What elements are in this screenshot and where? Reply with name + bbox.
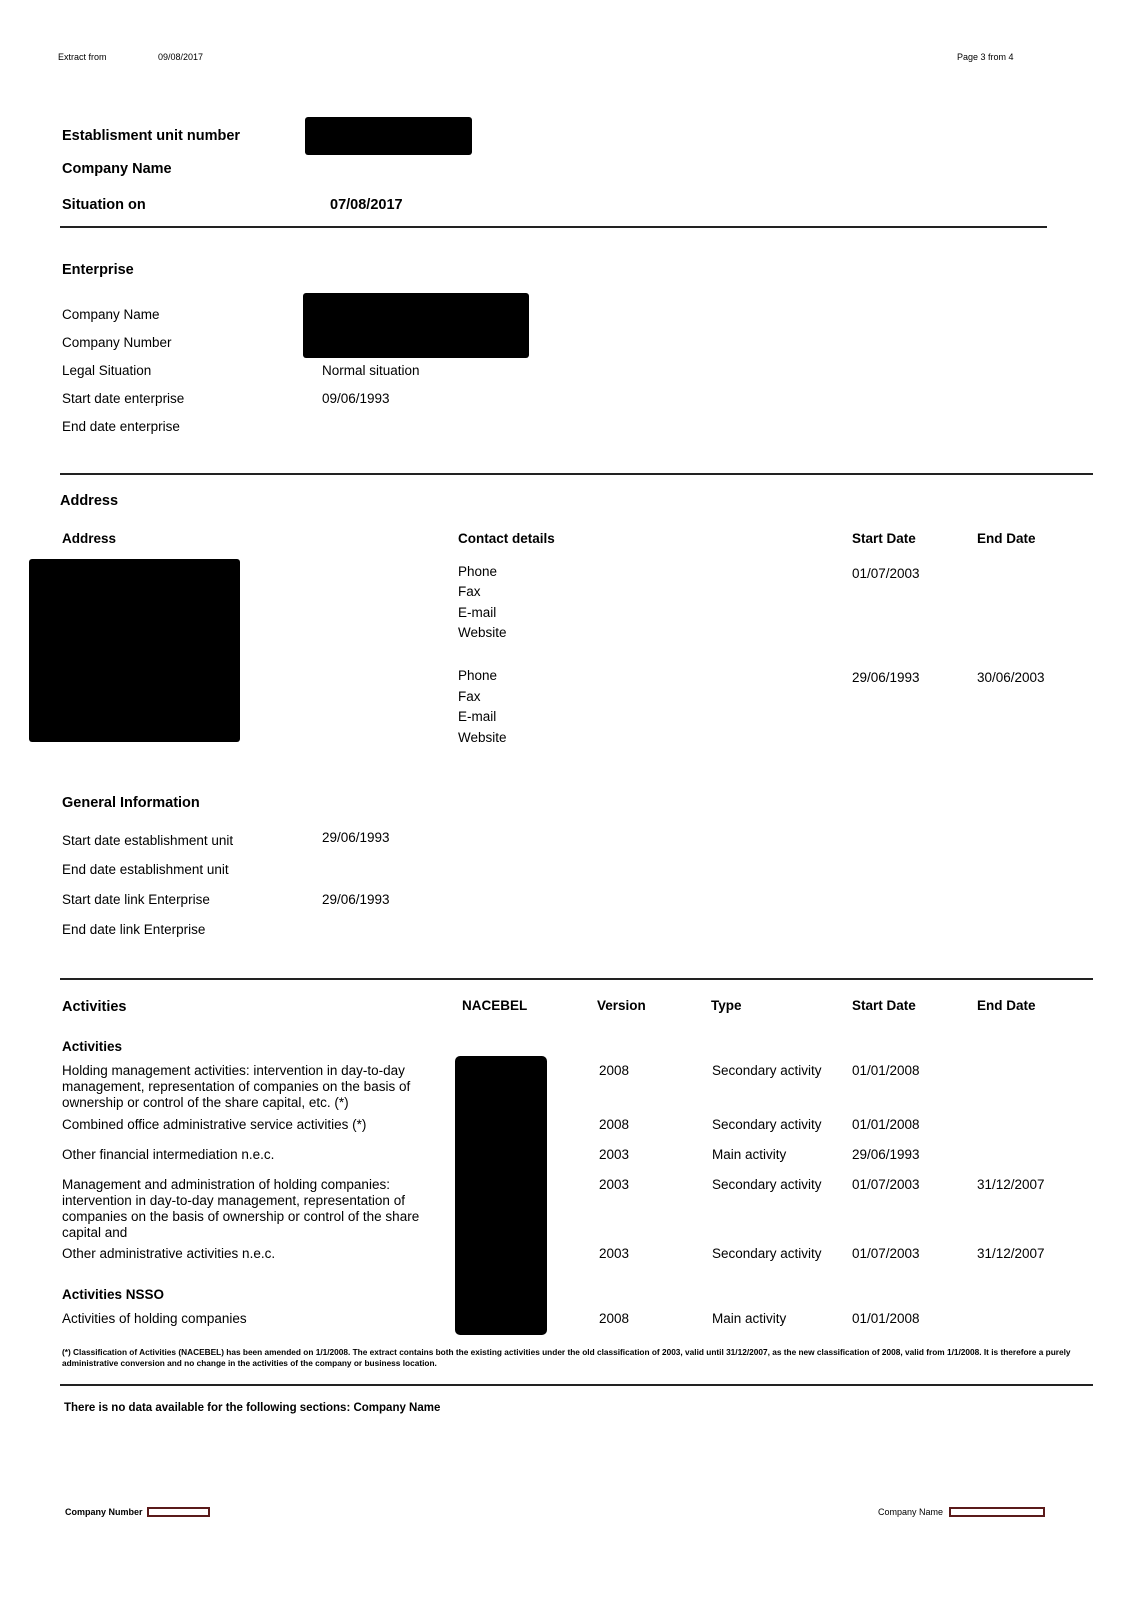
col-type: Type xyxy=(711,998,742,1013)
general-title: General Information xyxy=(62,795,200,811)
contact-fax: Fax xyxy=(458,689,481,704)
activity-version: 2008 xyxy=(599,1311,630,1326)
enterprise-label: Company Number xyxy=(62,335,172,350)
contact-website: Website xyxy=(458,625,507,640)
situation-date: 07/08/2017 xyxy=(330,197,403,213)
activity-type: Secondary activity xyxy=(712,1177,822,1192)
enterprise-label: Company Name xyxy=(62,307,160,322)
activity-type: Secondary activity xyxy=(712,1117,822,1132)
redacted-address xyxy=(29,559,240,742)
contact-phone: Phone xyxy=(458,668,498,683)
redacted-company-info xyxy=(303,293,529,358)
activity-description: Combined office administrative service activities (*) xyxy=(62,1117,367,1132)
activity-description: Management and administration of holding companies: intervention in day-to-day management, representation of companies on the basis of ownership or control of the share capital and xyxy=(62,1177,420,1240)
contact-email: E-mail xyxy=(458,709,497,724)
col-contact: Contact details xyxy=(458,531,555,546)
situation-label: Situation on xyxy=(62,197,146,213)
activity-version: 2003 xyxy=(599,1177,630,1192)
col-start-date: Start Date xyxy=(852,531,916,546)
redacted-unit-number xyxy=(305,117,472,155)
enterprise-title: Enterprise xyxy=(62,262,134,278)
unit-number-label: Establisment unit number xyxy=(62,128,241,144)
contact-phone: Phone xyxy=(458,564,498,579)
divider xyxy=(60,226,1047,228)
page-info: Page 3 from 4 xyxy=(957,52,1014,62)
enterprise-value: 09/06/1993 xyxy=(322,391,390,406)
redacted-nacebel-codes xyxy=(455,1056,547,1335)
col-nacebel: NACEBEL xyxy=(462,998,528,1013)
activity-version: 2008 xyxy=(599,1117,630,1132)
contact-email: E-mail xyxy=(458,605,497,620)
general-value: 29/06/1993 xyxy=(322,892,390,907)
address-title: Address xyxy=(60,493,119,509)
general-label: Start date establishment unit xyxy=(62,833,234,848)
footer-company-name-label: Company Name xyxy=(878,1507,944,1517)
nacebel-footnote: (*) Classification of Activities (NACEBEL) has been amended on 1/1/2008. The extract contains both the existing activities under the old classification of 2003, valid until 31/12/2007, as the new classification of 2008, valid from 1/1/2008. It is therefore a purely administrative conversion and no change in the activities of the company or business location. xyxy=(62,1347,1071,1368)
activity-end-date: 31/12/2007 xyxy=(977,1246,1045,1261)
activities-subheading: Activities xyxy=(62,1039,123,1054)
footer-company-number-label: Company Number xyxy=(65,1507,143,1517)
general-label: End date establishment unit xyxy=(62,862,229,877)
enterprise-label: End date enterprise xyxy=(62,419,180,434)
activity-version: 2003 xyxy=(599,1147,630,1162)
activity-start-date: 01/07/2003 xyxy=(852,1246,920,1261)
extract-label: Extract from xyxy=(58,52,107,62)
footer-company-number-box xyxy=(147,1507,210,1517)
divider xyxy=(60,1384,1093,1386)
activity-start-date: 01/07/2003 xyxy=(852,1177,920,1192)
activity-start-date: 01/01/2008 xyxy=(852,1311,920,1326)
col-end-date: End Date xyxy=(977,531,1036,546)
activity-type: Main activity xyxy=(712,1311,787,1326)
col-address: Address xyxy=(62,531,117,546)
footer-company-name-box xyxy=(949,1507,1045,1517)
enterprise-label: Start date enterprise xyxy=(62,391,185,406)
general-value: 29/06/1993 xyxy=(322,830,390,845)
address-start-date: 01/07/2003 xyxy=(852,566,920,581)
general-label: End date link Enterprise xyxy=(62,922,206,937)
activity-description: Holding management activities: intervention in day-to-day management, representation of companies on the basis of ownership or control of the share capital, etc. (*) xyxy=(62,1063,411,1110)
activity-type: Secondary activity xyxy=(712,1063,822,1078)
activity-start-date: 01/01/2008 xyxy=(852,1117,920,1132)
enterprise-value: Normal situation xyxy=(322,363,420,378)
contact-fax: Fax xyxy=(458,584,481,599)
divider xyxy=(60,978,1093,980)
contact-website: Website xyxy=(458,730,507,745)
activity-start-date: 29/06/1993 xyxy=(852,1147,920,1162)
general-label: Start date link Enterprise xyxy=(62,892,210,907)
activity-type: Main activity xyxy=(712,1147,787,1162)
address-end-date: 30/06/2003 xyxy=(977,670,1045,685)
activity-start-date: 01/01/2008 xyxy=(852,1063,920,1078)
nsso-heading: Activities NSSO xyxy=(62,1287,165,1302)
activity-end-date: 31/12/2007 xyxy=(977,1177,1045,1192)
col-end-date: End Date xyxy=(977,998,1036,1013)
activity-description: Activities of holding companies xyxy=(62,1311,247,1326)
address-start-date: 29/06/1993 xyxy=(852,670,920,685)
enterprise-label: Legal Situation xyxy=(62,363,152,378)
activity-type: Secondary activity xyxy=(712,1246,822,1261)
company-name-label: Company Name xyxy=(62,161,172,177)
activity-description: Other administrative activities n.e.c. xyxy=(62,1246,276,1261)
no-data-note: There is no data available for the following sections: Company Name xyxy=(64,1402,441,1414)
col-version: Version xyxy=(597,998,646,1013)
activity-version: 2008 xyxy=(599,1063,630,1078)
activity-version: 2003 xyxy=(599,1246,630,1261)
col-start-date: Start Date xyxy=(852,998,916,1013)
activity-description: Other financial intermediation n.e.c. xyxy=(62,1147,275,1162)
divider xyxy=(60,473,1093,475)
activities-title: Activities xyxy=(62,999,127,1015)
extract-date: 09/08/2017 xyxy=(158,52,204,62)
